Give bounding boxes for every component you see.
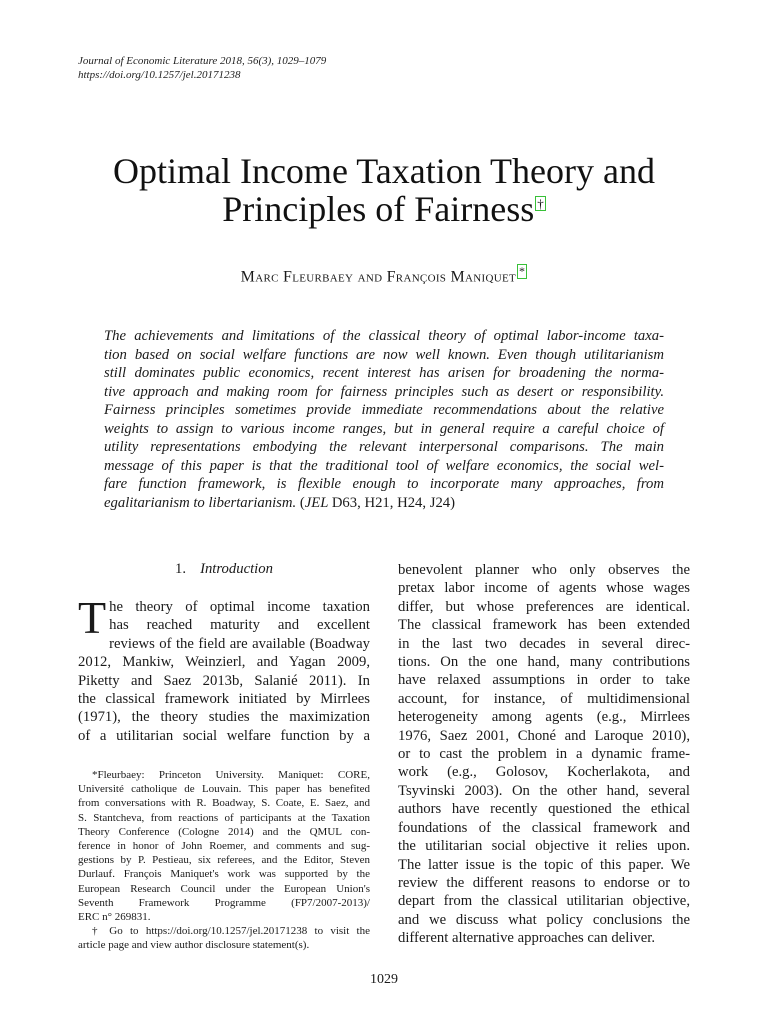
- footnote-line: article page and view author disclosure statement(s).: [78, 939, 310, 952]
- paper-title: [0, 152, 768, 228]
- journal-header: [78, 54, 326, 82]
- abstract: [104, 327, 664, 512]
- section-name: Introduction: [200, 561, 273, 577]
- right-col-line: authors have recently questioned the ethical: [398, 801, 690, 818]
- footnote-line: ERC n° 269831.: [78, 911, 151, 924]
- abstract-line: still dominates public economics, recent interest has arisen for broadening the norma-: [104, 365, 664, 381]
- footnote-line: *Fleurbaey: Princeton University. Maniquet: CORE,: [92, 769, 370, 781]
- author-footnote-link[interactable]: *: [519, 264, 526, 278]
- right-col-line: heterogeneity among agents (e.g., Mirrlees: [398, 709, 690, 726]
- footnote-line: ference in honor of John Roemer, and comments and sug-: [78, 840, 370, 853]
- title-line-2: [0, 190, 768, 228]
- page-number: 1029: [370, 972, 398, 987]
- abstract-line: tive approach and making room for fairness principles such as desert or responsibility.: [104, 383, 664, 400]
- right-col-line: and we discuss what policy conclusions the: [398, 911, 690, 928]
- footnote-line: Theory Conference (Cologne 2014) and the QMUL con-: [78, 825, 370, 838]
- footnote-line: Université catholique de Louvain. This paper has benefited: [78, 783, 370, 796]
- right-col-line: or to cast the problem in a dynamic frame-: [398, 746, 690, 763]
- left-col-line: of a utilitarian social welfare function by a: [78, 727, 370, 744]
- footnote-line: from conversations with R. Boadway, S. Coate, E. Saez, and: [78, 797, 370, 810]
- author-line: [0, 264, 768, 286]
- right-col-line: tions. On the one hand, many contributions: [398, 654, 690, 671]
- abstract-line: fare function framework, is flexible enough to incorporate many approaches, from: [104, 476, 664, 492]
- right-col-line: Tsyvinski 2003). On the other hand, several: [398, 782, 690, 799]
- abstract-line: weights to assign to various income ranges, but in general require a careful choice of: [104, 420, 664, 437]
- right-col-line: different alternative approaches can deliver.: [398, 930, 656, 947]
- left-col-line: he theory of optimal income taxation: [109, 599, 370, 615]
- right-col-line: 1976, Saez 2001, Choné and Laroque 2010),: [398, 727, 690, 744]
- footnote-line: Durlauf. François Maniquet's work was supported by the: [78, 868, 370, 881]
- section-heading: [78, 561, 370, 578]
- right-col-line: account, for instance, of multidimensional: [398, 690, 690, 707]
- footnote-line: † Go to https://doi.org/10.1257/jel.20171238 to visit the: [92, 925, 370, 938]
- abstract-last-text: egalitarianism to libertarianism.: [104, 494, 297, 511]
- right-col-line: depart from the classical utilitarian objective,: [398, 893, 690, 910]
- left-col-line: Piketty and Saez 2013b, Salanié 2011). In: [78, 672, 370, 689]
- abstract-line: utility representations embodying the relevant interpersonal comparisons. The main: [104, 439, 664, 455]
- right-col-line: the utilitarian social objective it relies upon.: [398, 838, 690, 855]
- journal-doi: https://doi.org/10.1257/jel.20171238: [78, 69, 241, 81]
- abstract-last-line: [104, 494, 664, 513]
- right-col-line: work (e.g., Golosov, Kocherlakota, and: [398, 764, 690, 781]
- left-col-line: 2012, Mankiw, Weinzierl, and Yagan 2009,: [78, 654, 370, 671]
- right-column: [398, 561, 690, 948]
- right-col-line: review the different reasons to endorse or to: [398, 874, 690, 891]
- right-col-line: differ, but whose preferences are identical.: [398, 598, 690, 615]
- right-col-line: benevolent planner who only observes the: [398, 562, 690, 578]
- right-col-line: in the last two decades in several direc-: [398, 635, 690, 652]
- jel-label: JEL: [304, 494, 329, 511]
- left-col-line: (1971), the theory studies the maximization: [78, 709, 370, 726]
- title-line-2-text: Principles of Fairness: [222, 189, 535, 229]
- right-col-line: foundations of the classical framework and: [398, 819, 690, 836]
- right-col-line: The latter issue is the topic of this paper. We: [398, 856, 690, 873]
- abstract-line: tion based on social welfare functions are now well known. Even though utilitarianism: [104, 346, 664, 363]
- footnote-line: S. Stantcheva, from reactions of participants at the Taxation: [78, 811, 370, 824]
- author-names: Marc Fleurbaey and François Maniquet: [240, 268, 516, 286]
- footnote-line: gestions by P. Pestieau, six referees, and the Editor, Steven: [78, 854, 370, 867]
- title-footnote-link[interactable]: †: [537, 196, 544, 211]
- left-col-line: the classical framework initiated by Mirrlees: [78, 691, 370, 708]
- abstract-line: message of this paper is that the traditional tool of welfare economics, the social wel-: [104, 457, 664, 474]
- footnote-line: Seventh Framework Programme (FP7/2007-2013)/: [78, 896, 370, 909]
- abstract-line: Fairness principles sometimes provide immediate recommendations about the relative: [104, 402, 664, 418]
- left-col-line: reviews of the field are available (Boadway: [109, 635, 370, 652]
- jel-open-paren: (: [299, 494, 305, 511]
- title-line-1: Optimal Income Taxation Theory and: [112, 151, 655, 191]
- journal-citation: Journal of Economic Literature 2018, 56(3), 1029–1079: [78, 55, 327, 67]
- jel-codes: D63, H21, H24, J24): [331, 494, 456, 511]
- right-col-line: pretax labor income of agents whose wages: [398, 580, 690, 597]
- section-number: 1.: [175, 561, 187, 577]
- abstract-line: The achievements and limitations of the classical theory of optimal labor-income taxa-: [104, 328, 664, 344]
- drop-cap: T: [78, 592, 107, 643]
- footnote-line: European Research Council under the European Union's: [78, 882, 370, 895]
- footnotes: [78, 768, 370, 953]
- right-col-line: The classical framework has been extended: [398, 617, 690, 634]
- left-col-line: has reached maturity and excellent: [109, 617, 370, 634]
- right-col-line: have relaxed assumptions in order to take: [398, 672, 690, 689]
- left-column: [78, 592, 370, 745]
